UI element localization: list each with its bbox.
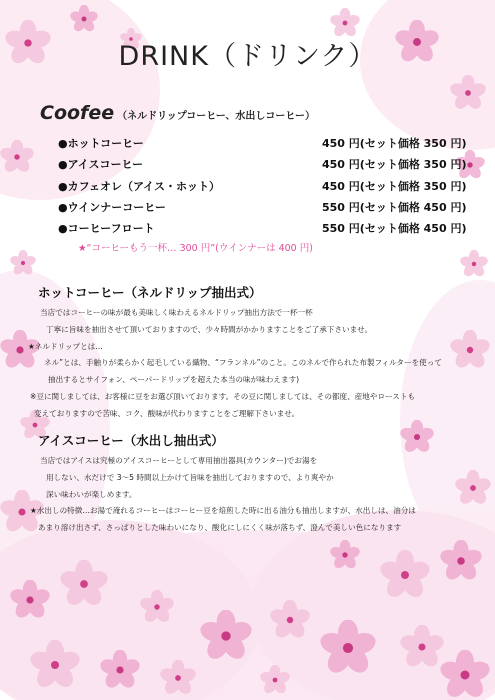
menu-item-vienna-coffee [58,199,468,220]
iced-coffee-section-heading: アイスコーヒー（水出し抽出式） [38,433,224,448]
menu-item-price: 450 円(セット価格 350 円) [322,137,467,150]
menu-item-price: 450 円(セット価格 350 円) [322,158,467,172]
description-line: ※豆に関しましては、お客様に豆をお選び頂いております。その豆に関しましては、その都度、産地やローストも [30,391,416,401]
menu-item-price: 550 円(セット価格 450 円) [322,200,467,214]
coffee-heading-subtitle: （ネルドリップコーヒー、水出しコーヒー） [117,111,315,122]
iced-coffee-description [30,453,416,537]
menu-item-name: ●コーヒーフロート [58,222,155,236]
description-line: ネル”とは、手触りが柔らかく起毛している織物、“フランネル”のこと。このネルで作られた布製フィルターを使って [44,358,442,368]
menu-item-name: ●アイスコーヒー [58,158,144,172]
coffee-heading-title: Coofee [40,102,115,124]
menu-item-cafe-au-lait [58,178,468,199]
description-line: ★水出しの特徴…お湯で淹れるコーヒーはコーヒー豆を焙煎した時に出る油分も抽出しますが、水出しは、油分は [30,506,416,516]
menu-item-coffee-float [58,220,468,241]
description-line: 当店ではコーヒーの味が最も美味しく味わえるネルドリップ抽出方法で一杯一杯 [40,308,313,317]
description-line: 用しない、水だけで 3～5 時間以上かけて旨味を抽出しておりますので、より爽やか [46,472,334,482]
coffee-menu-list [58,135,468,241]
description-line: 変えておりますので苦味、コク、酸味が代わりますことをご理解下さいませ。 [34,408,300,418]
menu-item-name: ●カフェオレ（アイス・ホット） [58,179,220,193]
menu-item-price: 450 円(セット価格 350 円) [322,179,467,193]
description-line: 深い味わいが楽しめます。 [46,489,137,499]
description-line: 当店ではアイスは究極のアイスコーヒーとして専用抽出器具(カウンター)でお湯を [40,456,318,465]
page-title: DRINK（ドリンク） [118,41,377,72]
menu-item-hot-coffee [58,135,468,156]
hot-coffee-section-heading: ホットコーヒー（ネルドリップ抽出式） [38,285,262,300]
menu-item-price: 550 円(セット価格 450 円) [322,222,467,236]
description-line: 丁寧に旨味を抽出させて頂いておりますので、少々時間がかかりますことをご了承下さいませ。 [46,324,373,334]
coffee-heading [40,102,315,124]
description-line: ★ネルドリップとは… [28,341,103,351]
description-line: あまり溶け出さず、さっぱりとした味わいになり、酸化にしにくく味が落ちず、澄んで美しい色になります [38,523,402,533]
refill-note: ★“コーヒーもう一杯… 300 円”(ウインナーは 400 円) [78,243,313,254]
menu-item-name: ●ウインナーコーヒー [58,200,166,214]
hot-coffee-description [28,305,442,423]
description-line: 抽出するとサイフォン、ペーパードリップを超えた本当の味が味わえます) [48,375,300,385]
menu-item-name: ●ホットコーヒー [58,137,144,150]
menu-item-iced-coffee [58,156,468,177]
